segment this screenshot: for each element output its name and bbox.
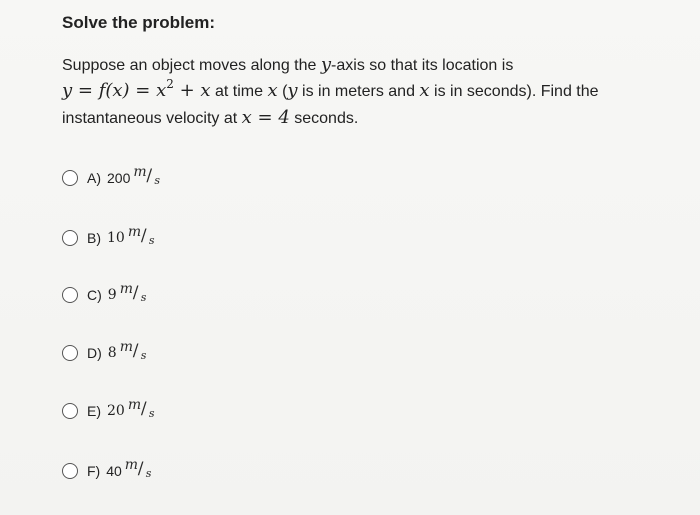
unit-numerator: m xyxy=(124,457,139,473)
radio-button[interactable] xyxy=(62,463,78,479)
option-letter: A) xyxy=(87,170,101,186)
option-letter: B) xyxy=(87,230,101,246)
instant-text: instantaneous velocity at xyxy=(62,110,242,127)
unit-denominator: s xyxy=(154,174,161,187)
axis-suffix-text: -axis so that its location is xyxy=(331,57,514,74)
unit-fraction xyxy=(119,339,150,364)
answer-option-a[interactable] xyxy=(62,166,163,190)
unit-denominator: s xyxy=(148,234,155,247)
unit-fraction xyxy=(127,397,158,422)
radio-button[interactable] xyxy=(62,230,78,246)
answer-option-b[interactable] xyxy=(62,226,158,250)
problem-statement xyxy=(62,52,682,131)
unit-denominator: s xyxy=(140,291,147,304)
option-letter: E) xyxy=(87,403,101,419)
unit-fraction xyxy=(133,164,163,189)
problem-line-2 xyxy=(62,78,682,105)
unit-slash: / xyxy=(137,459,144,479)
end-text: seconds. xyxy=(289,110,359,127)
option-value: 20 xyxy=(107,403,125,419)
option-value: 8 xyxy=(107,345,117,361)
x-equals-value: x = 4 xyxy=(241,107,290,128)
unit-slash: / xyxy=(140,226,147,246)
option-value: 40 xyxy=(106,463,122,479)
radio-button[interactable] xyxy=(62,170,78,186)
unit-slash: / xyxy=(132,341,139,361)
equation-lhs: y = f(x) = x xyxy=(62,80,167,101)
answer-option-e[interactable] xyxy=(62,399,158,423)
option-value: 200 xyxy=(107,170,131,186)
x-variable: x xyxy=(419,80,430,101)
meters-text: is in meters and xyxy=(297,83,420,100)
seconds-text: is in seconds). Find the xyxy=(429,83,599,100)
unit-slash: / xyxy=(146,166,153,186)
problem-line-3 xyxy=(62,105,682,131)
unit-numerator: m xyxy=(119,339,133,355)
option-value: 10 xyxy=(107,230,125,246)
answer-option-c[interactable] xyxy=(62,283,150,307)
paren-open-text: ( xyxy=(277,83,288,100)
unit-numerator: m xyxy=(127,397,142,413)
unit-numerator: m xyxy=(119,281,133,297)
radio-button[interactable] xyxy=(62,345,78,361)
unit-fraction xyxy=(127,224,158,249)
unit-slash: / xyxy=(132,283,139,303)
question-title: Solve the problem: xyxy=(62,13,216,32)
unit-fraction xyxy=(124,457,155,482)
option-letter: D) xyxy=(87,345,102,361)
intro-text: Suppose an object moves along the xyxy=(62,57,317,74)
radio-button[interactable] xyxy=(62,287,78,303)
unit-denominator: s xyxy=(140,349,147,362)
unit-denominator: s xyxy=(148,407,155,420)
answer-option-f[interactable] xyxy=(62,459,155,483)
unit-numerator: m xyxy=(127,224,142,240)
equation-exponent: 2 xyxy=(166,77,174,91)
radio-button[interactable] xyxy=(62,403,78,419)
time-variable: x xyxy=(267,80,278,101)
option-letter: C) xyxy=(87,287,102,303)
answer-option-d[interactable] xyxy=(62,341,150,365)
problem-line-1 xyxy=(62,52,682,78)
y-variable: y xyxy=(287,80,298,101)
at-time-text: at time xyxy=(210,83,268,100)
axis-variable: y xyxy=(320,54,332,75)
unit-fraction xyxy=(119,281,150,306)
unit-numerator: m xyxy=(133,164,147,180)
option-letter: F) xyxy=(87,463,101,479)
equation-rhs: + x xyxy=(173,80,211,101)
option-value: 9 xyxy=(107,287,117,303)
unit-slash: / xyxy=(140,399,147,419)
unit-denominator: s xyxy=(145,467,152,480)
